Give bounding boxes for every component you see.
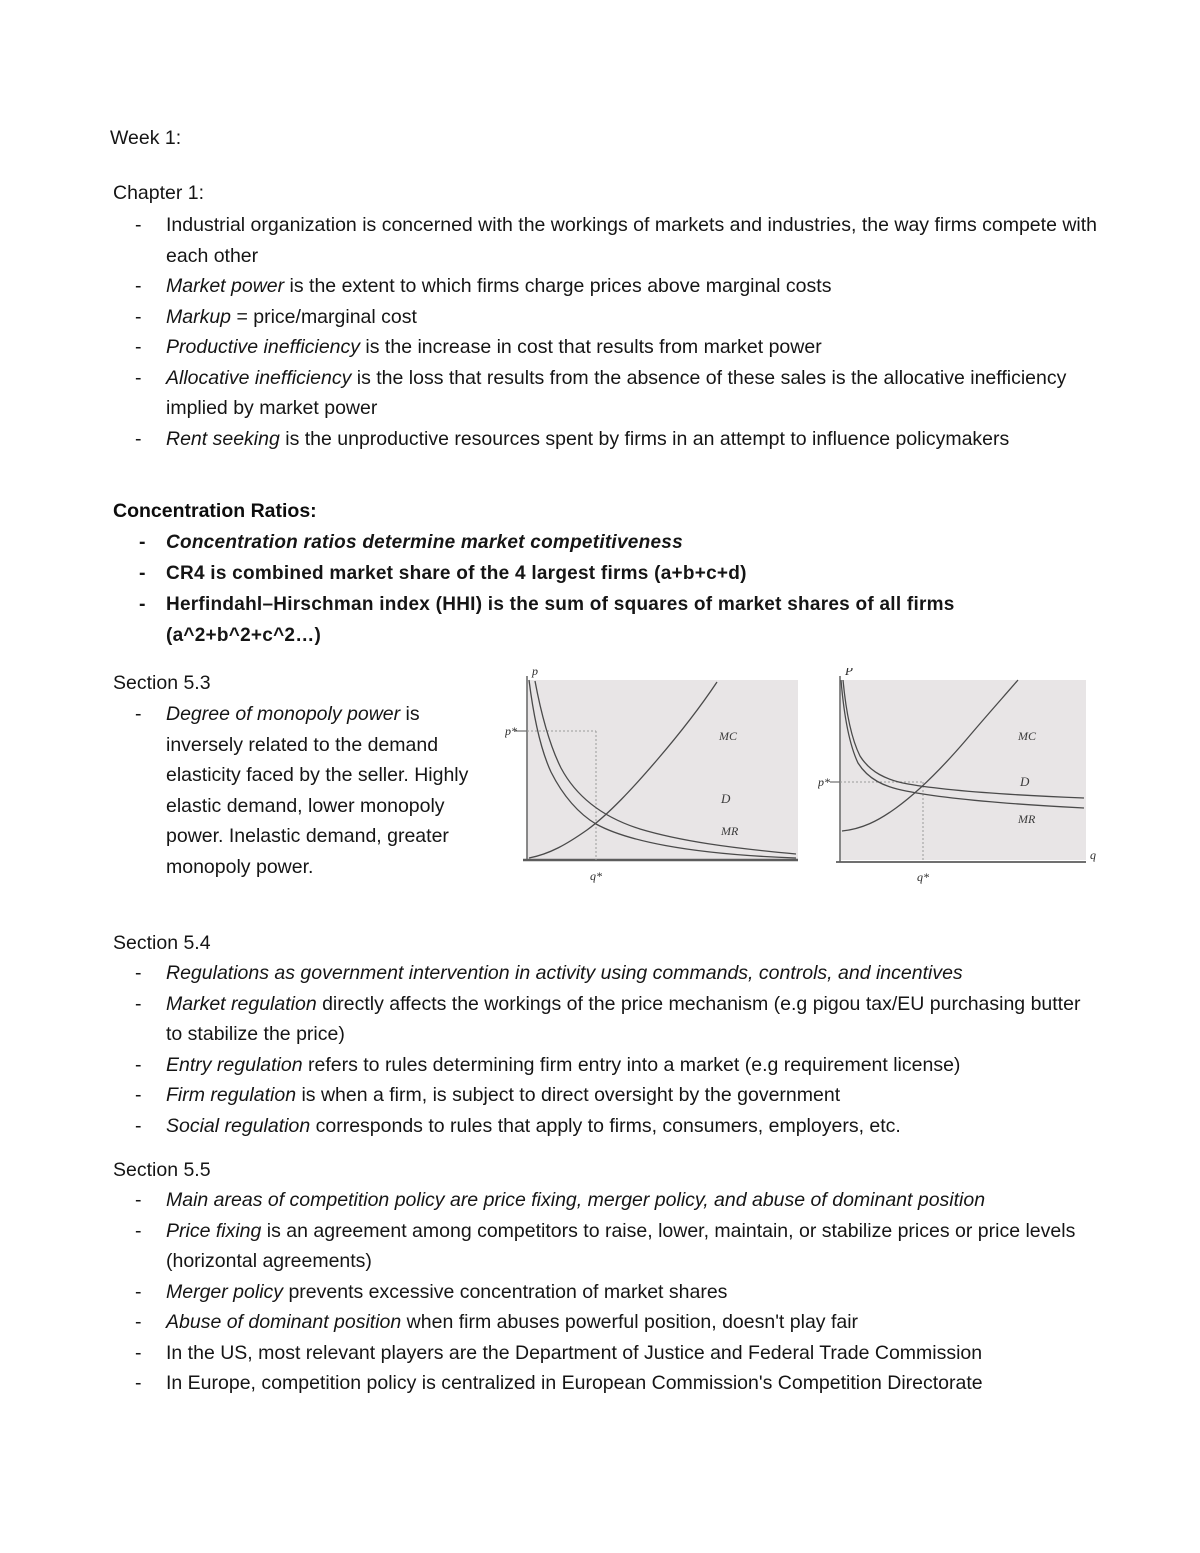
bullet-dash: - — [135, 992, 142, 1015]
list-item-text: is when a firm, is subject to direct oversight by the government — [296, 1084, 841, 1106]
list-item-text: prevents excessive concentration of market shares — [283, 1280, 728, 1303]
page-title: Week 1: — [110, 127, 182, 149]
bullet-dash: - — [135, 1219, 142, 1242]
heading-chapter-1: Chapter 1: — [113, 182, 205, 204]
list-item-term: Merger policy — [166, 1280, 284, 1303]
curve-label-d: D — [721, 791, 731, 806]
list-item — [113, 589, 1013, 651]
list-item — [113, 1338, 1093, 1369]
bullet-dash: - — [135, 1084, 142, 1106]
list-item-text: = price/marginal cost — [231, 305, 417, 328]
bullet-dash: - — [139, 531, 146, 553]
list-chapter-1 — [113, 210, 1098, 454]
list-item-text: when firm abuses powerful position, doesn't play fair — [401, 1311, 859, 1333]
bullet-dash: - — [135, 366, 142, 389]
list-item — [113, 989, 1088, 1050]
list-item-text: Industrial organization is concerned with the workings of markets and industries, the way firms compete with each other — [166, 214, 1098, 267]
list-item-text: CR4 is combined market share of the 4 largest firms (a+b+c+d) — [166, 563, 747, 584]
list-item — [113, 1050, 1088, 1081]
list-item-term: Social regulation — [166, 1114, 311, 1137]
bullet-dash: - — [135, 1189, 142, 1211]
list-item-term: Main areas of competition policy are price fixing, merger policy, and abuse of dominant position — [166, 1189, 986, 1211]
chart-elastic-demand-svg — [505, 668, 798, 884]
list-item-term: Market regulation — [166, 992, 317, 1015]
heading-section-5-5: Section 5.5 — [113, 1159, 211, 1181]
bullet-dash: - — [135, 1311, 142, 1333]
list-item — [113, 558, 1013, 589]
bullet-dash: - — [135, 1341, 142, 1364]
list-item-term: Degree of monopoly power — [166, 703, 401, 725]
list-item-text: is inversely related to the demand elasticity faced by the seller. Highly elastic demand, lower monopoly power. Inelastic demand, greater monopoly power. — [166, 703, 469, 878]
list-item — [113, 302, 1098, 333]
list-item — [113, 699, 473, 882]
plot-panel — [840, 680, 1086, 860]
list-item-term: Entry regulation — [166, 1053, 303, 1076]
list-item-term: Allocative inefficiency — [166, 366, 352, 389]
bullet-dash: - — [135, 305, 142, 328]
list-item — [113, 424, 1098, 455]
list-item — [113, 271, 1098, 302]
list-item-term: Price fixing — [166, 1219, 262, 1242]
curve-label-mc: MC — [719, 729, 737, 743]
list-section-5-4 — [113, 958, 1088, 1141]
heading-section-5-4: Section 5.4 — [113, 932, 211, 954]
list-item — [113, 1080, 1088, 1111]
bullet-dash: - — [139, 562, 146, 584]
list-item — [113, 210, 1098, 271]
list-item-text: directly affects the workings of the price mechanism (e.g pigou tax/EU purchasing butter to stabilize the price) — [166, 992, 1081, 1045]
curve-label-mr: MR — [721, 824, 739, 838]
heading-section-5-3: Section 5.3 — [113, 672, 211, 694]
bullet-dash: - — [135, 703, 142, 725]
bullet-dash: - — [135, 1372, 142, 1394]
chart-inelastic-demand — [818, 668, 1100, 884]
list-section-5-5 — [113, 1185, 1093, 1399]
list-item-term: Abuse of dominant position — [166, 1311, 402, 1333]
bullet-dash: - — [135, 1280, 142, 1303]
tick-label-p-star: p* — [505, 724, 517, 738]
list-item-term: Regulations as government intervention in activity using commands, controls, and incentives — [166, 962, 963, 984]
list-item-text: corresponds to rules that apply to firms, consumers, employers, etc. — [310, 1114, 901, 1137]
list-item — [113, 1368, 1093, 1399]
list-item-term: Markup — [166, 305, 232, 328]
list-item — [113, 1307, 1093, 1338]
list-item — [113, 1111, 1088, 1142]
plot-panel — [527, 680, 798, 860]
list-item-text: is the extent to which firms charge prices above marginal costs — [284, 275, 832, 297]
bullet-dash: - — [135, 214, 142, 236]
list-item-text: refers to rules determining firm entry into a market (e.g requirement license) — [302, 1053, 961, 1076]
list-item-text: is the loss that results from the absence of these sales is the allocative inefficiency implied by market power — [166, 366, 1067, 419]
curve-label-d: D — [1020, 774, 1030, 789]
axis-label-p: P — [845, 668, 853, 678]
list-item — [113, 332, 1098, 363]
list-item — [113, 363, 1098, 424]
list-item — [113, 1185, 1093, 1216]
list-item-term: Rent seeking — [166, 427, 280, 450]
list-item — [113, 958, 1088, 989]
tick-label-q-star: q* — [590, 869, 602, 883]
tick-label-p-star: p* — [818, 775, 830, 789]
chart-elastic-demand — [505, 668, 798, 884]
bullet-dash: - — [135, 427, 142, 450]
list-item-text: is the unproductive resources spent by firms in an attempt to influence policymakers — [279, 427, 1010, 450]
list-item-text: is an agreement among competitors to raise, lower, maintain, or stabilize prices or price levels (horizontal agreements) — [166, 1219, 1076, 1272]
list-item-term: Concentration ratios determine market competitiveness — [166, 532, 683, 553]
list-item-text: In Europe, competition policy is centralized in European Commission's Competition Directorate — [166, 1372, 983, 1394]
list-item-term: Firm regulation — [166, 1084, 297, 1106]
tick-label-q-star: q* — [917, 870, 929, 884]
chart-inelastic-demand-svg — [818, 668, 1100, 884]
axis-label-p: p — [532, 668, 538, 678]
curve-label-mc: MC — [1018, 729, 1036, 743]
curve-label-mr: MR — [1018, 812, 1036, 826]
list-concentration-ratios — [113, 527, 1013, 651]
list-item — [113, 1277, 1093, 1308]
list-item-text: Herfindahl–Hirschman index (HHI) is the sum of squares of market shares of all firms (a^2+b^2+c^2…) — [166, 594, 955, 646]
axis-label-q: q — [1090, 848, 1096, 862]
bullet-dash: - — [135, 336, 142, 358]
bullet-dash: - — [139, 593, 146, 615]
list-section-5-3 — [113, 699, 473, 882]
bullet-dash: - — [135, 1053, 142, 1076]
list-item-text: is the increase in cost that results from market power — [360, 336, 822, 358]
bullet-dash: - — [135, 962, 142, 984]
list-item — [113, 527, 1013, 558]
list-item — [113, 1216, 1093, 1277]
figure-monopoly-power-graphs — [495, 668, 1100, 884]
list-item-term: Market power — [166, 275, 285, 297]
bullet-dash: - — [135, 1114, 142, 1137]
list-item-text: In the US, most relevant players are the Department of Justice and Federal Trade Commission — [166, 1341, 983, 1364]
heading-concentration-ratios: Concentration Ratios: — [113, 500, 317, 522]
list-item-term: Productive inefficiency — [166, 336, 361, 358]
bullet-dash: - — [135, 275, 142, 297]
